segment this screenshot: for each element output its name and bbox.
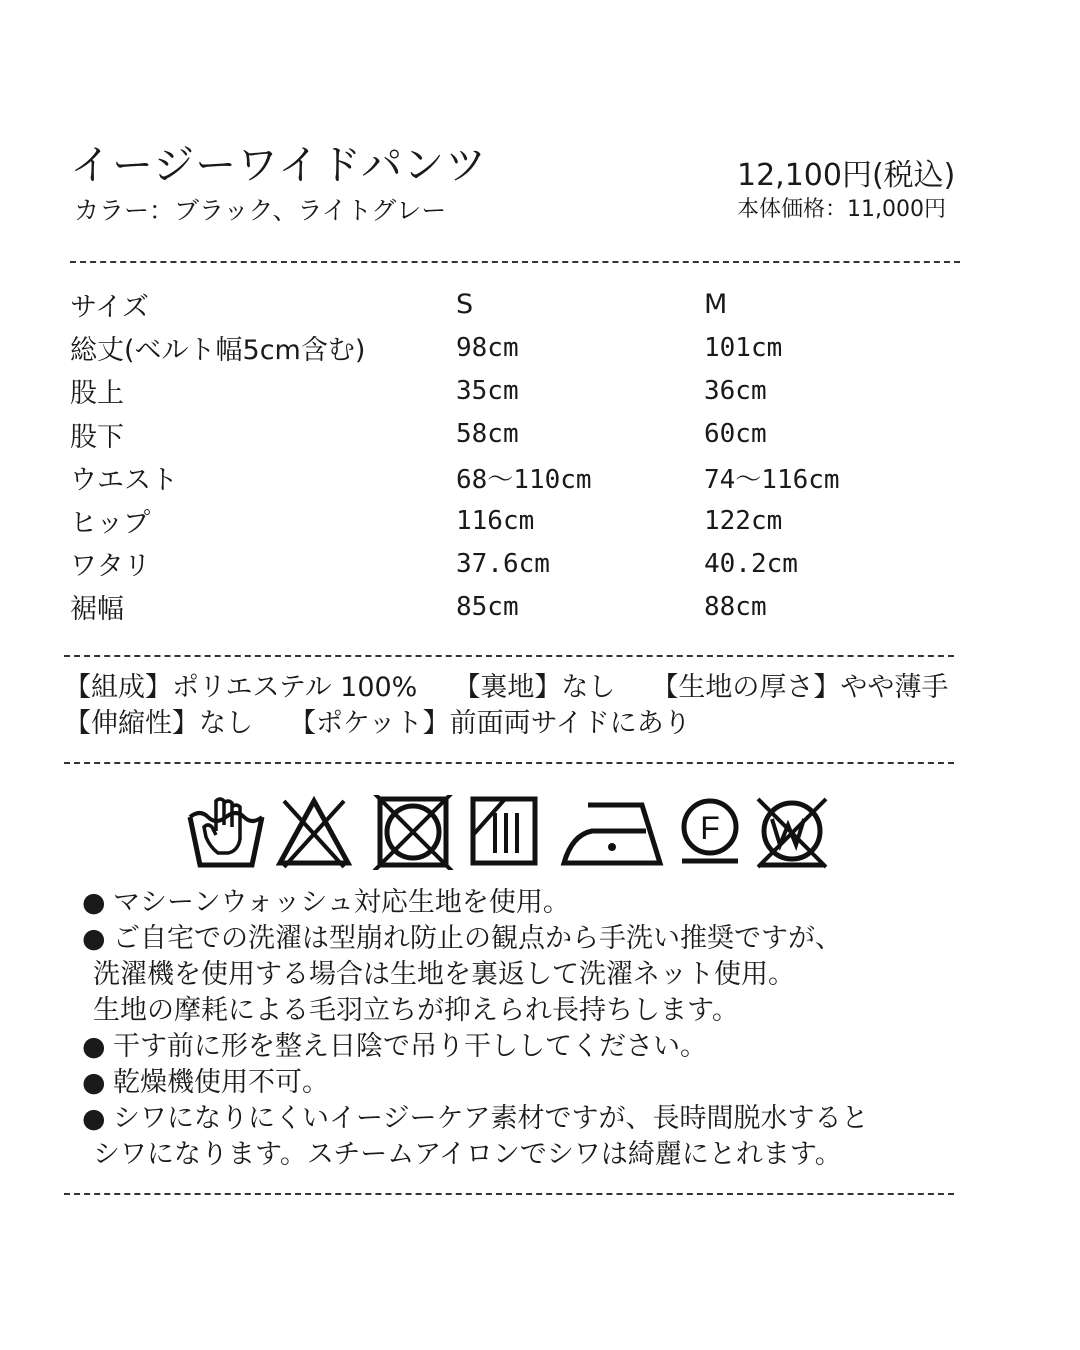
measure-label: 裾幅 bbox=[70, 594, 124, 626]
value-m: 36cm bbox=[704, 375, 767, 406]
value-s: 58cm bbox=[456, 419, 519, 450]
measure-label: ヒップ bbox=[70, 508, 151, 540]
spec-stretch: 【伸縮性】なし bbox=[64, 708, 253, 739]
table-row bbox=[70, 499, 960, 542]
value-s: 98cm bbox=[456, 332, 519, 363]
divider bbox=[64, 655, 954, 657]
bullet: ● bbox=[82, 1031, 106, 1062]
spec-line-2 bbox=[64, 706, 691, 742]
value-m: 74～116cm bbox=[704, 464, 840, 495]
value-m: 60cm bbox=[704, 419, 767, 450]
value-s: 116cm bbox=[456, 505, 535, 536]
note-text: マシーンウォッシュ対応生地を使用。 bbox=[113, 887, 570, 918]
value-m: 40.2cm bbox=[704, 548, 798, 579]
spec-line-1 bbox=[64, 670, 948, 706]
list-item bbox=[82, 1065, 868, 1101]
bullet: ● bbox=[82, 1067, 106, 1098]
measure-label: ウエスト bbox=[70, 464, 178, 496]
note-text: シワになりにくいイージーケア素材ですが、長時間脱水すると bbox=[113, 1103, 869, 1134]
list-item bbox=[82, 1101, 868, 1173]
value-s: 35cm bbox=[456, 375, 519, 406]
spec-pocket: 【ポケット】前面両サイドにあり bbox=[289, 708, 691, 739]
drip-dry-shade-icon bbox=[473, 799, 535, 863]
iron-low-icon bbox=[564, 805, 660, 863]
header-size: サイズ bbox=[70, 292, 149, 324]
size-table-header bbox=[70, 283, 960, 326]
table-row bbox=[70, 456, 960, 499]
divider bbox=[64, 762, 954, 764]
care-icons bbox=[186, 795, 846, 870]
note-text: 生地の摩耗による毛羽立ちが抑えられ長持ちします。 bbox=[93, 995, 739, 1026]
measure-label: ワタリ bbox=[70, 551, 151, 583]
svg-text:F: F bbox=[700, 810, 720, 846]
table-row bbox=[70, 326, 960, 369]
table-row bbox=[70, 369, 960, 412]
bullet: ● bbox=[82, 923, 106, 954]
value-m: 88cm bbox=[704, 591, 767, 622]
hand-wash-icon bbox=[190, 799, 262, 865]
spec-thickness: 【生地の厚さ】やや薄手 bbox=[651, 672, 949, 703]
dry-clean-f-icon bbox=[682, 801, 738, 861]
no-wet-clean-icon bbox=[758, 799, 826, 867]
list-item bbox=[82, 921, 868, 1029]
no-bleach-icon bbox=[280, 801, 348, 867]
note-text: 干す前に形を整え日陰で吊り干ししてください。 bbox=[113, 1031, 707, 1062]
table-row bbox=[70, 413, 960, 456]
size-table bbox=[70, 283, 960, 629]
note-text: シワになります。スチームアイロンでシワは綺麗にとれます。 bbox=[93, 1139, 842, 1170]
note-text: 乾燥機使用不可。 bbox=[113, 1067, 329, 1098]
table-row bbox=[70, 585, 960, 628]
note-text: ご自宅での洗濯は型崩れ防止の観点から手洗い推奨ですが、 bbox=[113, 923, 842, 954]
table-row bbox=[70, 542, 960, 585]
measure-label: 股上 bbox=[70, 378, 124, 410]
value-s: 37.6cm bbox=[456, 548, 550, 579]
bullet: ● bbox=[82, 1103, 106, 1134]
header-m: M bbox=[704, 289, 728, 321]
spec-composition: 【組成】ポリエステル 100% bbox=[64, 672, 418, 703]
measure-label: 股下 bbox=[70, 421, 124, 453]
spec-lining: 【裏地】なし bbox=[453, 672, 616, 703]
header-s: S bbox=[456, 289, 474, 321]
value-s: 68～110cm bbox=[456, 464, 592, 495]
no-tumble-dry-icon bbox=[374, 795, 452, 870]
product-title: イージーワイドパンツ bbox=[70, 141, 488, 189]
list-item bbox=[82, 885, 868, 921]
color-options: カラー：ブラック、ライトグレー bbox=[74, 196, 447, 225]
list-item bbox=[82, 1029, 868, 1065]
value-m: 101cm bbox=[704, 332, 783, 363]
care-notes bbox=[82, 885, 868, 1173]
note-text: 洗濯機を使用する場合は生地を裏返して洗濯ネット使用。 bbox=[93, 959, 795, 990]
measure-label: 総丈(ベルト幅5cm含む) bbox=[70, 335, 366, 367]
bullet: ● bbox=[82, 887, 106, 918]
divider bbox=[64, 1193, 954, 1195]
value-s: 85cm bbox=[456, 591, 519, 622]
base-price: 本体価格：11,000円 bbox=[737, 197, 946, 222]
price-tax-included: 12,100円(税込) bbox=[737, 158, 956, 193]
value-m: 122cm bbox=[704, 505, 783, 536]
divider bbox=[70, 261, 960, 263]
